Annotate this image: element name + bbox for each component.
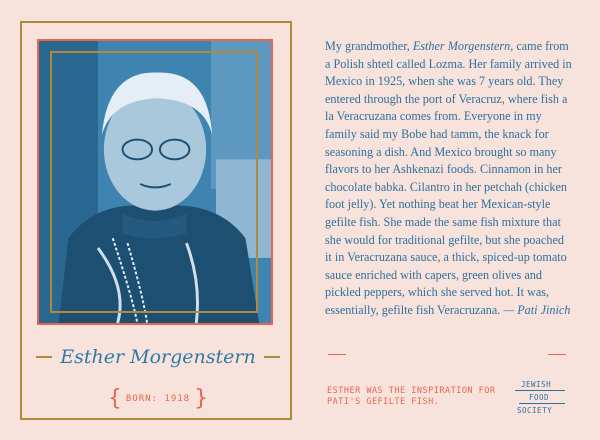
portrait-name: Esther Morgenstern bbox=[60, 346, 256, 368]
logo-rule bbox=[519, 403, 565, 404]
left-brace-icon: { bbox=[107, 386, 122, 411]
story-intro: My grandmother, bbox=[325, 39, 410, 53]
logo-line-3: SOCIETY bbox=[517, 406, 553, 415]
divider bbox=[548, 354, 566, 355]
born-row bbox=[22, 387, 294, 411]
portrait-card bbox=[20, 21, 292, 420]
divider bbox=[264, 356, 280, 358]
caption: ESTHER WAS THE INSPIRATION FOR PATI'S GEFILTE FISH. bbox=[327, 386, 496, 407]
story-text bbox=[325, 38, 573, 320]
story-signature: — Pati Jinich bbox=[503, 302, 571, 317]
logo-line-2: FOOD bbox=[529, 393, 550, 402]
logo-line-1: JEWISH bbox=[521, 380, 552, 389]
story-name-inline: Esther Morgenstern, bbox=[412, 39, 514, 53]
born-label: BORN: 1918 bbox=[125, 394, 191, 404]
portrait-photo bbox=[37, 39, 273, 325]
divider bbox=[328, 354, 346, 355]
right-brace-icon: } bbox=[194, 386, 209, 411]
story-body: came from a Polish shtetl called Lozma. Her family arrived in Mexico in 1925, when she was 7 years old. They entered through the port of Veracruz, where fish a la Veracruzana comes from. Everyone in my family said my Bobe had tamm, the knack for seasoning a dish. And Mexico brought so many flavors to her Ashkenazi foods. Cinnamon in her chocolate babka. Cilantro in her petchah (chicken foot jelly). Yet nothing beat her Mexican-style gefilte fish. She made the same fish mixture that she would for traditional gefilte, but she poached it in Veracruzana sauce, a thick, spiced-up tomato sauce enriched with capers, green olives and pickled peppers, which she served hot. It was, essentially, gefilte fish Veracruzana. bbox=[325, 39, 572, 317]
jewish-food-society-logo bbox=[515, 378, 569, 418]
divider bbox=[36, 356, 52, 358]
portrait-name-row bbox=[36, 343, 280, 371]
logo-rule bbox=[515, 390, 565, 391]
